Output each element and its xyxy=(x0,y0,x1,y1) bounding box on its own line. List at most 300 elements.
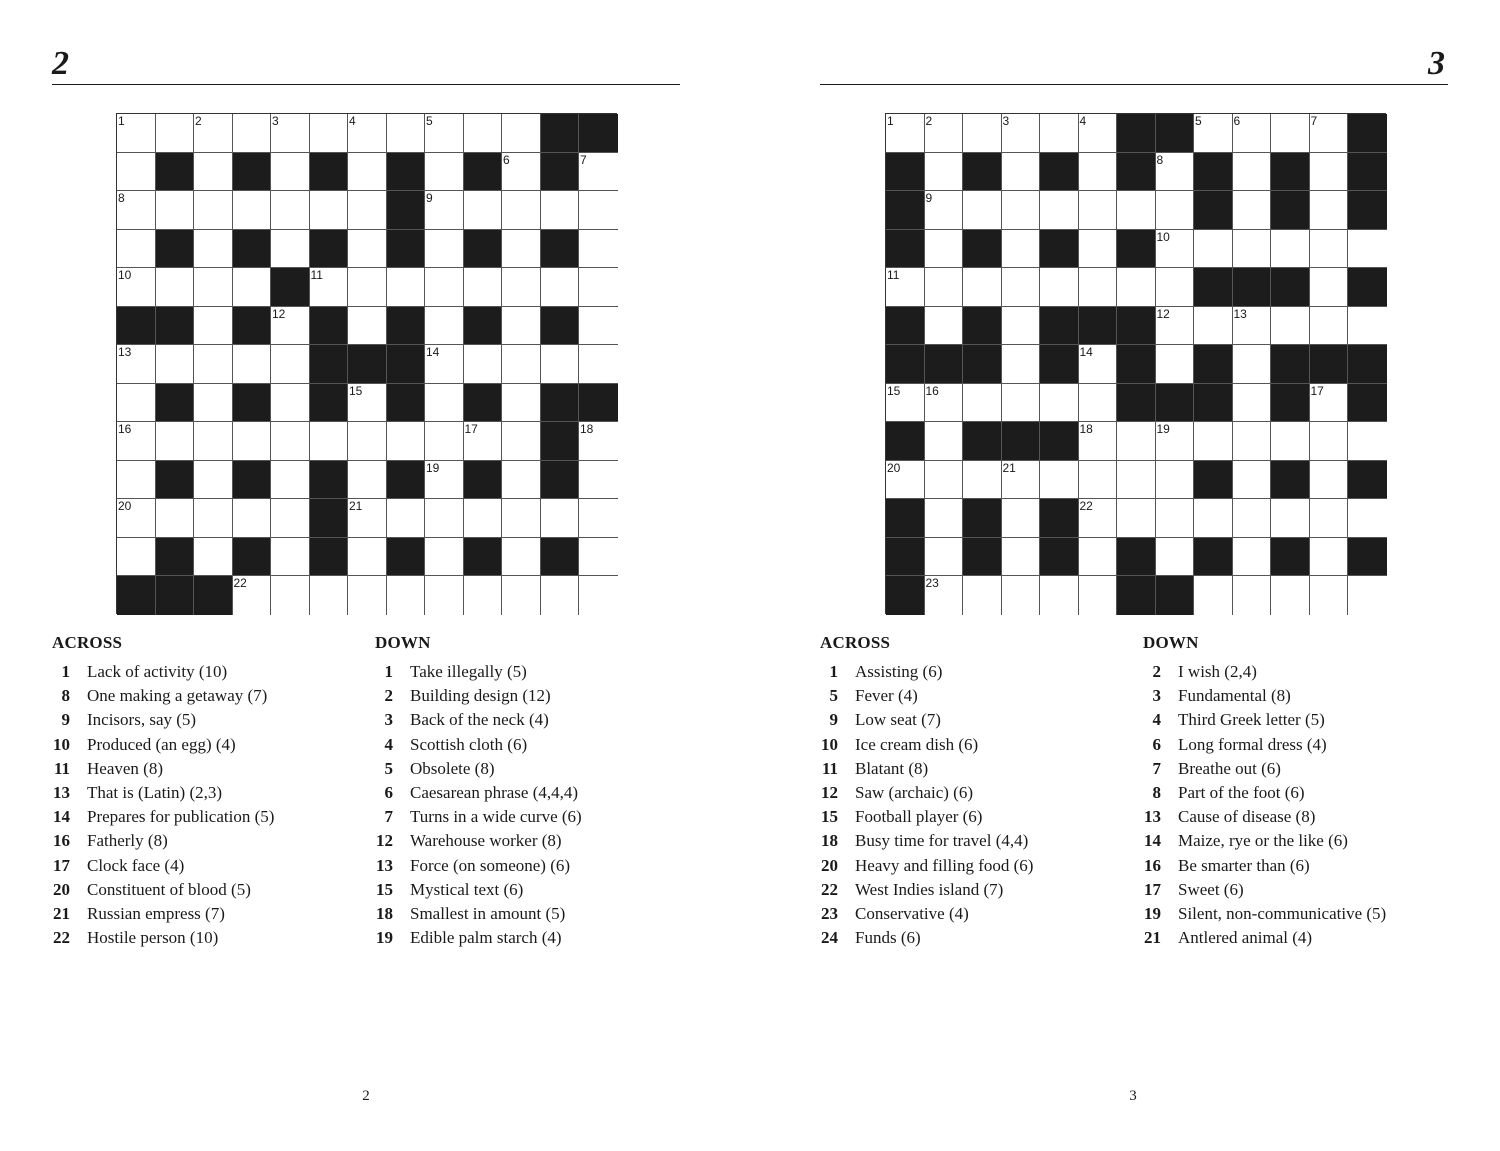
clue-number: 2 xyxy=(384,686,393,706)
grid-cell[interactable] xyxy=(271,345,310,384)
grid-cell[interactable] xyxy=(194,230,233,269)
grid-cell[interactable] xyxy=(1233,538,1272,577)
grid-cell[interactable] xyxy=(579,191,618,230)
grid-cell[interactable] xyxy=(1194,499,1233,538)
grid-cell[interactable] xyxy=(233,191,272,230)
grid-cell[interactable] xyxy=(1002,307,1041,346)
grid-cell[interactable] xyxy=(1002,153,1041,192)
grid-cell[interactable] xyxy=(502,114,541,153)
grid-cell[interactable] xyxy=(579,576,618,615)
grid-cell[interactable] xyxy=(387,114,426,153)
grid-cell[interactable] xyxy=(271,422,310,461)
grid-cell[interactable] xyxy=(1310,153,1349,192)
clue-number: 3 xyxy=(384,710,393,730)
grid-block xyxy=(1348,153,1387,192)
clue-number: 15 xyxy=(821,807,838,827)
grid-cell[interactable] xyxy=(1040,191,1079,230)
grid-cell[interactable] xyxy=(1233,230,1272,269)
grid-cell[interactable] xyxy=(963,384,1002,423)
grid-cell[interactable] xyxy=(233,345,272,384)
clue-number: 21 xyxy=(53,904,70,924)
down-clue xyxy=(1143,805,1386,829)
grid-cell[interactable] xyxy=(925,538,964,577)
grid-cell[interactable] xyxy=(425,499,464,538)
grid-cell[interactable] xyxy=(425,538,464,577)
grid-cell[interactable] xyxy=(348,576,387,615)
grid-cell[interactable] xyxy=(117,538,156,577)
grid-cell[interactable] xyxy=(194,461,233,500)
grid-cell[interactable] xyxy=(579,230,618,269)
grid-cell[interactable] xyxy=(425,422,464,461)
grid-cell[interactable] xyxy=(348,422,387,461)
grid-cell[interactable] xyxy=(271,230,310,269)
grid-cell[interactable] xyxy=(348,499,387,538)
grid-cell[interactable] xyxy=(1002,345,1041,384)
grid-cell[interactable] xyxy=(579,461,618,500)
grid-cell[interactable] xyxy=(1079,345,1118,384)
grid-block xyxy=(886,191,925,230)
grid-block xyxy=(156,384,195,423)
grid-cell[interactable] xyxy=(348,230,387,269)
grid-block xyxy=(1348,268,1387,307)
grid-cell[interactable] xyxy=(1040,461,1079,500)
grid-cell[interactable] xyxy=(1233,576,1272,615)
grid-cell[interactable] xyxy=(194,268,233,307)
grid-cell[interactable] xyxy=(925,268,964,307)
grid-cell[interactable] xyxy=(1348,230,1387,269)
crossword-grid-left[interactable] xyxy=(116,113,617,614)
grid-cell[interactable] xyxy=(1079,268,1118,307)
clue-number: 19 xyxy=(376,928,393,948)
grid-cell[interactable] xyxy=(579,499,618,538)
grid-cell[interactable] xyxy=(1310,499,1349,538)
grid-cell[interactable] xyxy=(1194,230,1233,269)
grid-cell[interactable] xyxy=(1002,230,1041,269)
grid-cell[interactable] xyxy=(1156,345,1195,384)
grid-cell[interactable] xyxy=(464,191,503,230)
grid-cell[interactable] xyxy=(271,538,310,577)
grid-cell[interactable] xyxy=(1271,307,1310,346)
grid-cell[interactable] xyxy=(348,153,387,192)
grid-cell[interactable] xyxy=(464,114,503,153)
grid-cell[interactable] xyxy=(1156,461,1195,500)
grid-cell[interactable] xyxy=(194,153,233,192)
clue-number: 12 xyxy=(821,783,838,803)
clue-number: 9 xyxy=(829,710,838,730)
grid-cell[interactable] xyxy=(1271,422,1310,461)
grid-cell[interactable] xyxy=(1079,153,1118,192)
grid-cell[interactable] xyxy=(1117,461,1156,500)
down-clue xyxy=(1143,684,1386,708)
grid-cell[interactable] xyxy=(1117,422,1156,461)
clue-number: 4 xyxy=(1152,710,1161,730)
clue-number: 9 xyxy=(426,191,433,205)
grid-cell[interactable] xyxy=(310,114,349,153)
grid-cell[interactable] xyxy=(925,230,964,269)
grid-cell[interactable] xyxy=(1233,499,1272,538)
grid-block xyxy=(464,461,503,500)
grid-cell[interactable] xyxy=(1310,576,1349,615)
grid-cell[interactable] xyxy=(502,422,541,461)
grid-cell[interactable] xyxy=(310,268,349,307)
grid-cell[interactable] xyxy=(502,576,541,615)
grid-block xyxy=(886,230,925,269)
grid-cell[interactable] xyxy=(502,461,541,500)
grid-cell[interactable] xyxy=(1310,461,1349,500)
clue-number: 7 xyxy=(1310,114,1318,128)
clue-number: 15 xyxy=(349,383,363,398)
grid-cell[interactable] xyxy=(502,345,541,384)
grid-cell[interactable] xyxy=(925,461,964,500)
grid-cell[interactable] xyxy=(387,422,426,461)
clue-number: 9 xyxy=(925,191,933,205)
grid-cell[interactable] xyxy=(1348,307,1387,346)
grid-cell[interactable] xyxy=(425,576,464,615)
grid-cell[interactable] xyxy=(1079,114,1118,153)
across-clue xyxy=(52,854,274,878)
grid-cell[interactable] xyxy=(925,499,964,538)
grid-cell[interactable] xyxy=(1310,422,1349,461)
across-clue xyxy=(820,805,1033,829)
grid-cell[interactable] xyxy=(502,307,541,346)
grid-cell[interactable] xyxy=(271,114,310,153)
grid-cell[interactable] xyxy=(117,153,156,192)
across-clues-right xyxy=(820,630,1033,950)
grid-cell[interactable] xyxy=(1156,538,1195,577)
grid-cell[interactable] xyxy=(925,114,964,153)
grid-cell[interactable] xyxy=(117,461,156,500)
grid-cell[interactable] xyxy=(425,345,464,384)
grid-cell[interactable] xyxy=(541,345,580,384)
grid-cell[interactable] xyxy=(271,499,310,538)
grid-cell[interactable] xyxy=(194,307,233,346)
grid-cell[interactable] xyxy=(1117,499,1156,538)
clue-number: 2 xyxy=(925,114,933,128)
grid-cell[interactable] xyxy=(464,345,503,384)
grid-cell[interactable] xyxy=(1271,576,1310,615)
grid-cell[interactable] xyxy=(886,268,925,307)
clue-number: 13 xyxy=(1233,306,1247,321)
grid-cell[interactable] xyxy=(233,422,272,461)
grid-cell[interactable] xyxy=(271,191,310,230)
clue-number: 20 xyxy=(53,879,70,899)
grid-cell[interactable] xyxy=(1233,114,1272,153)
grid-cell[interactable] xyxy=(541,268,580,307)
grid-cell[interactable] xyxy=(425,153,464,192)
grid-cell[interactable] xyxy=(425,461,464,500)
grid-cell[interactable] xyxy=(1348,576,1387,615)
grid-cell[interactable] xyxy=(579,422,618,461)
grid-cell[interactable] xyxy=(1194,422,1233,461)
clue-text: Football player (6) xyxy=(855,807,983,827)
grid-cell[interactable] xyxy=(1040,114,1079,153)
grid-cell[interactable] xyxy=(1156,499,1195,538)
across-clue xyxy=(52,781,274,805)
grid-cell[interactable] xyxy=(1002,499,1041,538)
grid-cell[interactable] xyxy=(1079,538,1118,577)
grid-cell[interactable] xyxy=(1002,191,1041,230)
grid-cell[interactable] xyxy=(1310,230,1349,269)
grid-cell[interactable] xyxy=(1310,268,1349,307)
grid-cell[interactable] xyxy=(425,268,464,307)
grid-cell[interactable] xyxy=(387,268,426,307)
grid-cell[interactable] xyxy=(1156,268,1195,307)
grid-cell[interactable] xyxy=(348,268,387,307)
grid-cell[interactable] xyxy=(194,345,233,384)
grid-cell[interactable] xyxy=(194,499,233,538)
grid-cell[interactable] xyxy=(541,191,580,230)
grid-cell[interactable] xyxy=(1079,461,1118,500)
grid-cell[interactable] xyxy=(541,499,580,538)
grid-cell[interactable] xyxy=(1156,230,1195,269)
grid-cell[interactable] xyxy=(156,422,195,461)
grid-cell[interactable] xyxy=(348,538,387,577)
grid-cell[interactable] xyxy=(1002,114,1041,153)
grid-cell[interactable] xyxy=(1233,307,1272,346)
grid-cell[interactable] xyxy=(1271,230,1310,269)
grid-cell[interactable] xyxy=(579,345,618,384)
grid-cell[interactable] xyxy=(502,191,541,230)
grid-cell[interactable] xyxy=(233,268,272,307)
grid-block xyxy=(1194,384,1233,423)
grid-cell[interactable] xyxy=(502,499,541,538)
grid-cell[interactable] xyxy=(1233,384,1272,423)
clue-text: Prepares for publication (5) xyxy=(87,807,275,827)
grid-cell[interactable] xyxy=(1271,114,1310,153)
grid-cell[interactable] xyxy=(1348,499,1387,538)
clue-text: Smallest in amount (5) xyxy=(410,904,566,924)
page-number-heading-right: 3 xyxy=(1428,45,1445,82)
grid-cell[interactable] xyxy=(502,153,541,192)
grid-cell[interactable] xyxy=(310,191,349,230)
down-heading: DOWN xyxy=(375,633,431,652)
grid-cell[interactable] xyxy=(541,576,580,615)
grid-cell[interactable] xyxy=(156,345,195,384)
grid-cell[interactable] xyxy=(925,153,964,192)
grid-cell[interactable] xyxy=(502,384,541,423)
grid-cell[interactable] xyxy=(886,114,925,153)
grid-cell[interactable] xyxy=(464,268,503,307)
grid-cell[interactable] xyxy=(1233,461,1272,500)
grid-cell[interactable] xyxy=(271,153,310,192)
grid-cell[interactable] xyxy=(886,461,925,500)
grid-cell[interactable] xyxy=(348,384,387,423)
clue-number: 3 xyxy=(1152,686,1161,706)
clue-number: 10 xyxy=(1156,229,1170,244)
grid-cell[interactable] xyxy=(502,230,541,269)
grid-cell[interactable] xyxy=(425,307,464,346)
grid-cell[interactable] xyxy=(1117,268,1156,307)
grid-block xyxy=(541,538,580,577)
grid-cell[interactable] xyxy=(1079,422,1118,461)
grid-cell[interactable] xyxy=(925,191,964,230)
grid-cell[interactable] xyxy=(1002,268,1041,307)
grid-block xyxy=(541,230,580,269)
grid-cell[interactable] xyxy=(1233,345,1272,384)
grid-cell[interactable] xyxy=(425,191,464,230)
grid-block xyxy=(1310,345,1349,384)
grid-cell[interactable] xyxy=(1156,422,1195,461)
grid-cell[interactable] xyxy=(1156,191,1195,230)
clue-number: 6 xyxy=(1233,114,1241,128)
grid-cell[interactable] xyxy=(1194,307,1233,346)
clue-number: 17 xyxy=(53,855,70,875)
clue-text: Constituent of blood (5) xyxy=(87,879,251,899)
grid-cell[interactable] xyxy=(348,114,387,153)
grid-cell[interactable] xyxy=(1117,191,1156,230)
grid-block xyxy=(464,538,503,577)
grid-block xyxy=(886,499,925,538)
grid-cell[interactable] xyxy=(1040,268,1079,307)
grid-cell[interactable] xyxy=(117,384,156,423)
grid-cell[interactable] xyxy=(1310,114,1349,153)
grid-cell[interactable] xyxy=(886,384,925,423)
clue-number: 1 xyxy=(118,114,125,128)
clue-number: 10 xyxy=(821,734,838,754)
grid-cell[interactable] xyxy=(1002,384,1041,423)
clue-number: 11 xyxy=(53,758,70,778)
grid-cell[interactable] xyxy=(579,538,618,577)
grid-cell[interactable] xyxy=(1233,422,1272,461)
grid-cell[interactable] xyxy=(1040,576,1079,615)
grid-cell[interactable] xyxy=(1194,114,1233,153)
grid-cell[interactable] xyxy=(233,576,272,615)
grid-cell[interactable] xyxy=(271,576,310,615)
grid-cell[interactable] xyxy=(1194,576,1233,615)
grid-cell[interactable] xyxy=(925,307,964,346)
grid-cell[interactable] xyxy=(156,499,195,538)
grid-cell[interactable] xyxy=(194,422,233,461)
clue-text: Third Greek letter (5) xyxy=(1178,710,1325,730)
grid-cell[interactable] xyxy=(1310,191,1349,230)
grid-cell[interactable] xyxy=(502,268,541,307)
grid-cell[interactable] xyxy=(1079,191,1118,230)
grid-cell[interactable] xyxy=(579,268,618,307)
grid-cell[interactable] xyxy=(348,461,387,500)
grid-cell[interactable] xyxy=(579,307,618,346)
across-clue xyxy=(820,684,1033,708)
grid-cell[interactable] xyxy=(425,230,464,269)
grid-cell[interactable] xyxy=(117,114,156,153)
grid-cell[interactable] xyxy=(233,499,272,538)
grid-cell[interactable] xyxy=(1002,538,1041,577)
grid-cell[interactable] xyxy=(117,268,156,307)
grid-cell[interactable] xyxy=(425,384,464,423)
grid-cell[interactable] xyxy=(963,576,1002,615)
grid-cell[interactable] xyxy=(310,576,349,615)
grid-cell[interactable] xyxy=(1156,153,1195,192)
grid-cell[interactable] xyxy=(925,384,964,423)
crossword-grid-right[interactable] xyxy=(885,113,1386,614)
grid-cell[interactable] xyxy=(117,422,156,461)
grid-cell[interactable] xyxy=(1079,576,1118,615)
grid-block xyxy=(387,345,426,384)
grid-cell[interactable] xyxy=(1310,538,1349,577)
grid-cell[interactable] xyxy=(1079,499,1118,538)
clue-number: 22 xyxy=(1079,499,1093,513)
clue-number: 14 xyxy=(426,345,440,359)
grid-cell[interactable] xyxy=(387,576,426,615)
grid-cell[interactable] xyxy=(1040,384,1079,423)
grid-cell[interactable] xyxy=(194,191,233,230)
grid-cell[interactable] xyxy=(387,499,426,538)
grid-cell[interactable] xyxy=(271,307,310,346)
grid-cell[interactable] xyxy=(963,114,1002,153)
grid-cell[interactable] xyxy=(1002,461,1041,500)
grid-block xyxy=(1271,153,1310,192)
grid-block xyxy=(541,153,580,192)
grid-cell[interactable] xyxy=(1271,499,1310,538)
clue-number: 18 xyxy=(376,904,393,924)
clue-text: One making a getaway (7) xyxy=(87,686,268,706)
grid-cell[interactable] xyxy=(425,114,464,153)
grid-cell[interactable] xyxy=(1233,153,1272,192)
grid-cell[interactable] xyxy=(117,499,156,538)
grid-cell[interactable] xyxy=(271,384,310,423)
clue-number: 17 xyxy=(464,422,478,436)
clue-text: Force (on someone) (6) xyxy=(410,855,571,875)
grid-cell[interactable] xyxy=(348,191,387,230)
grid-cell[interactable] xyxy=(502,538,541,577)
down-clue xyxy=(375,757,582,781)
grid-cell[interactable] xyxy=(464,576,503,615)
down-clue xyxy=(375,733,582,757)
grid-cell[interactable] xyxy=(194,538,233,577)
grid-cell[interactable] xyxy=(117,345,156,384)
grid-cell[interactable] xyxy=(1310,307,1349,346)
grid-cell[interactable] xyxy=(117,230,156,269)
clue-number: 13 xyxy=(1144,807,1161,827)
grid-cell[interactable] xyxy=(156,268,195,307)
grid-cell[interactable] xyxy=(1233,191,1272,230)
grid-block xyxy=(1117,384,1156,423)
grid-cell[interactable] xyxy=(464,499,503,538)
grid-cell[interactable] xyxy=(233,114,272,153)
grid-cell[interactable] xyxy=(579,153,618,192)
grid-cell[interactable] xyxy=(156,114,195,153)
grid-cell[interactable] xyxy=(194,114,233,153)
grid-cell[interactable] xyxy=(963,191,1002,230)
grid-cell[interactable] xyxy=(194,384,233,423)
grid-block xyxy=(541,307,580,346)
clue-number: 14 xyxy=(1144,831,1161,851)
grid-cell[interactable] xyxy=(1079,230,1118,269)
grid-block xyxy=(1156,114,1195,153)
clue-text: Back of the neck (4) xyxy=(410,710,549,730)
grid-cell[interactable] xyxy=(963,461,1002,500)
grid-cell[interactable] xyxy=(925,576,964,615)
grid-cell[interactable] xyxy=(1156,307,1195,346)
grid-cell[interactable] xyxy=(963,268,1002,307)
grid-cell[interactable] xyxy=(348,307,387,346)
grid-cell[interactable] xyxy=(117,191,156,230)
grid-cell[interactable] xyxy=(1079,384,1118,423)
grid-block xyxy=(925,345,964,384)
grid-cell[interactable] xyxy=(1310,384,1349,423)
grid-cell[interactable] xyxy=(156,191,195,230)
grid-block xyxy=(963,538,1002,577)
across-clue xyxy=(820,660,1033,684)
grid-cell[interactable] xyxy=(925,422,964,461)
grid-cell[interactable] xyxy=(1002,576,1041,615)
clue-text: Fundamental (8) xyxy=(1178,686,1291,706)
grid-cell[interactable] xyxy=(310,422,349,461)
clue-text: Be smarter than (6) xyxy=(1178,855,1310,875)
clue-number: 4 xyxy=(384,734,393,754)
grid-cell[interactable] xyxy=(1348,422,1387,461)
grid-cell[interactable] xyxy=(464,422,503,461)
grid-cell[interactable] xyxy=(271,461,310,500)
